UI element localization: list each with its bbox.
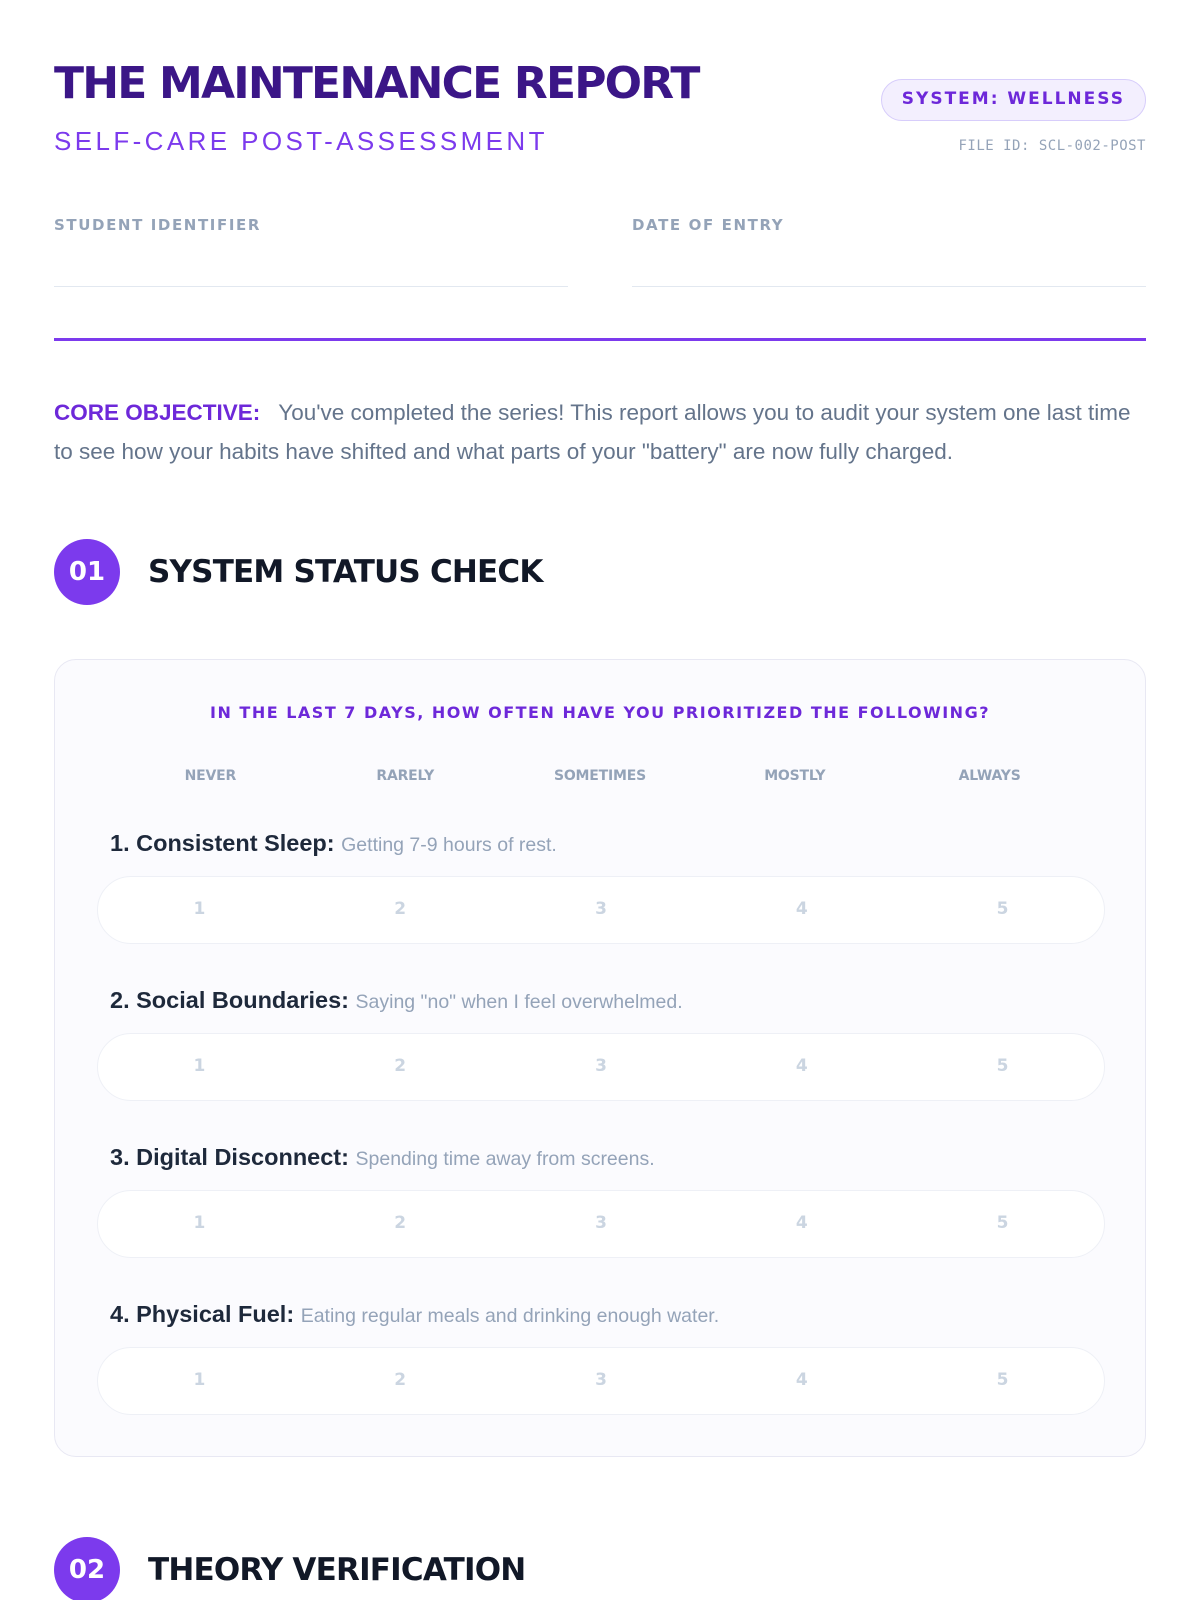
rating-option-4[interactable]: 4 (795, 1370, 808, 1390)
scale-label-never: NEVER (184, 768, 237, 784)
section-header-01 (54, 539, 1146, 605)
header-divider (54, 338, 1146, 341)
core-objective-label: CORE OBJECTIVE: (54, 400, 261, 425)
rating-option-2[interactable]: 2 (394, 1370, 407, 1390)
rating-option-2[interactable]: 2 (394, 1213, 407, 1233)
rating-options (97, 1347, 1105, 1415)
report-subtitle: SELF-CARE POST-ASSESSMENT (54, 126, 548, 156)
rating-option-1[interactable]: 1 (193, 1213, 206, 1233)
scale-label-mostly: MOSTLY (764, 768, 826, 784)
rating-option-2[interactable]: 2 (394, 899, 407, 919)
status-check-card (54, 659, 1146, 1457)
rating-option-4[interactable]: 4 (795, 1213, 808, 1233)
item-description: Spending time away from screens. (355, 1148, 655, 1170)
file-id: FILE ID: SCL-002-POST (958, 138, 1146, 154)
rating-option-5[interactable]: 5 (996, 1370, 1009, 1390)
rating-option-3[interactable]: 3 (595, 1370, 607, 1390)
item-label (97, 985, 1105, 1017)
section-title: SYSTEM STATUS CHECK (148, 554, 543, 590)
date-of-entry-label: DATE OF ENTRY (632, 216, 785, 234)
rating-item-digital (97, 1142, 1105, 1299)
rating-question: IN THE LAST 7 DAYS, HOW OFTEN HAVE YOU PRIORITIZED THE FOLLOWING? (210, 703, 990, 722)
rating-items (97, 828, 1105, 1456)
rating-options (97, 1033, 1105, 1101)
scale-label-sometimes: SOMETIMES (553, 768, 646, 784)
student-identifier-label: STUDENT IDENTIFIER (54, 216, 261, 234)
item-name: 3. Digital Disconnect: (110, 1144, 349, 1170)
date-of-entry-line[interactable] (632, 286, 1146, 287)
rating-option-2[interactable]: 2 (394, 1056, 407, 1076)
rating-option-1[interactable]: 1 (193, 899, 206, 919)
rating-item-boundaries (97, 985, 1105, 1142)
item-description: Saying "no" when I feel overwhelmed. (355, 991, 683, 1013)
rating-option-1[interactable]: 1 (193, 1370, 206, 1390)
rating-option-5[interactable]: 5 (996, 899, 1009, 919)
system-badge: SYSTEM: WELLNESS (881, 79, 1146, 121)
section-header-02 (54, 1537, 1146, 1600)
rating-options (97, 876, 1105, 944)
section-title: THEORY VERIFICATION (148, 1552, 526, 1588)
core-objective-text: You've completed the series! This report allows you to audit your system one last time to see how your habits have shifted and what parts of your "battery" are now fully charged. (54, 400, 1131, 464)
rating-option-4[interactable]: 4 (795, 1056, 808, 1076)
item-description: Getting 7-9 hours of rest. (341, 834, 557, 856)
item-label (97, 1142, 1105, 1174)
student-identifier-field[interactable] (54, 216, 568, 287)
report-header (54, 0, 1146, 180)
rating-option-5[interactable]: 5 (996, 1056, 1009, 1076)
rating-option-1[interactable]: 1 (193, 1056, 206, 1076)
section-number: 01 (54, 539, 120, 605)
report-title: THE MAINTENANCE REPORT (54, 58, 699, 109)
student-identifier-line[interactable] (54, 286, 568, 287)
rating-options (97, 1190, 1105, 1258)
rating-option-4[interactable]: 4 (795, 899, 808, 919)
rating-option-5[interactable]: 5 (996, 1213, 1009, 1233)
rating-option-3[interactable]: 3 (595, 1056, 607, 1076)
rating-option-3[interactable]: 3 (595, 899, 607, 919)
date-of-entry-field[interactable] (632, 216, 1146, 287)
section-number: 02 (54, 1537, 120, 1600)
rating-option-3[interactable]: 3 (595, 1213, 607, 1233)
rating-scale-header (113, 768, 1087, 784)
rating-item-fuel (97, 1299, 1105, 1456)
item-label (97, 828, 1105, 860)
rating-item-sleep (97, 828, 1105, 985)
entry-fields (54, 180, 1146, 340)
scale-label-rarely: RARELY (376, 768, 435, 784)
item-name: 1. Consistent Sleep: (110, 830, 335, 856)
item-label (97, 1299, 1105, 1331)
item-name: 2. Social Boundaries: (110, 987, 349, 1013)
scale-label-always: ALWAYS (958, 768, 1021, 784)
item-name: 4. Physical Fuel: (110, 1301, 295, 1327)
core-objective (54, 394, 1146, 471)
item-description: Eating regular meals and drinking enough water. (300, 1305, 720, 1327)
